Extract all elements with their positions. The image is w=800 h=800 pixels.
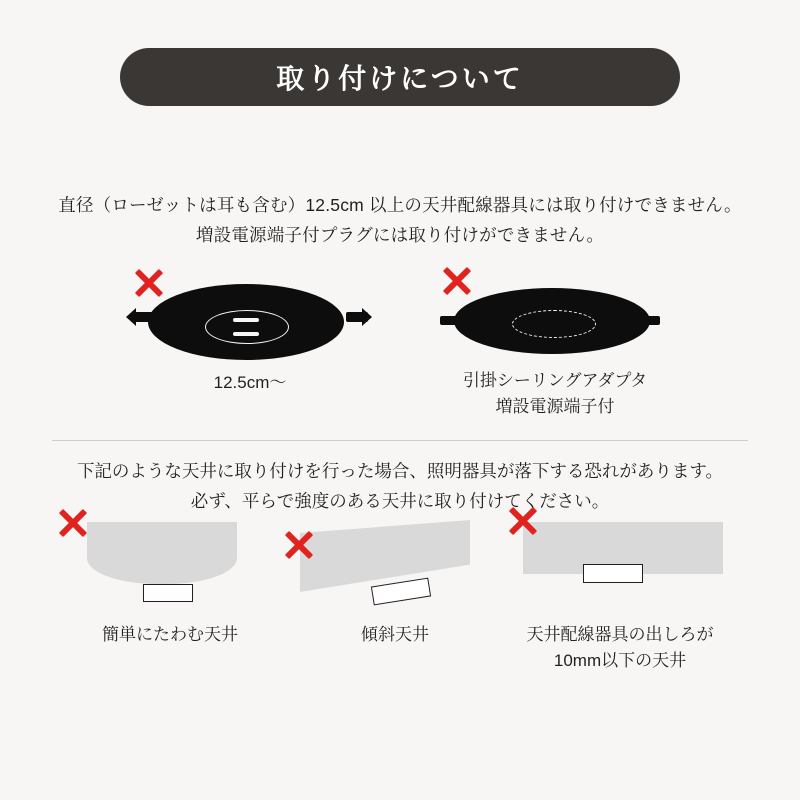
light-fixture [583,564,643,583]
section1-text [0,190,800,250]
page-title: 取り付けについて [276,63,524,94]
caption-line1: 簡単にたわむ天井 [102,625,238,644]
section2-line2: 必ず、平らで強度のある天井に取り付けてください。 [190,491,610,511]
ceiling-surface [87,522,237,584]
red-x-icon [440,264,474,298]
rosette-inner-ring [205,310,289,344]
section1-line1: 直径（ローゼットは耳も含む）12.5cm 以上の天井配線器具には取り付けできません。 [58,195,742,215]
red-x-icon [282,528,316,562]
sloped-ceiling-illustration [280,510,510,620]
red-x-icon [132,266,166,300]
section2-text [0,456,800,516]
caption-line2: 10mm以下の天井 [553,651,687,670]
section2-line1: 下記のような天井に取り付けを行った場合、照明器具が落下する恐れがあります。 [76,461,724,481]
section1-line2: 増設電源端子付プラグには取り付けができません。 [195,225,605,245]
dimension-label-wrap [142,368,358,393]
dimension-arrow-right-icon [362,308,372,326]
figure-caption [45,622,295,648]
figure-caption [495,622,745,674]
section-divider [52,440,748,441]
rosette-slot-upper [233,318,259,322]
page-title-banner [120,48,680,106]
figure-right-caption-line1: 引掛シーリングアダプタ [462,371,648,390]
section2-figures [0,510,800,690]
caption-line1: 傾斜天井 [361,625,429,644]
dimension-label: 12.5cm〜 [208,373,293,392]
dimension-line [142,370,358,392]
red-x-icon [506,504,540,538]
figure-right-caption [430,368,680,420]
light-fixture [371,578,431,606]
red-x-icon [56,506,90,540]
rosette-slot-lower [233,332,259,336]
section1-figures [0,272,800,432]
dimension-arrow-left-icon [126,308,136,326]
caption-line1: 天井配線器具の出しろが [526,625,714,644]
light-fixture [143,584,193,602]
ceiling-surface [300,520,470,592]
adapter-inner-ring [512,310,596,338]
figure-caption [270,622,520,648]
figure-right-caption-line2: 増設電源端子付 [495,397,615,416]
